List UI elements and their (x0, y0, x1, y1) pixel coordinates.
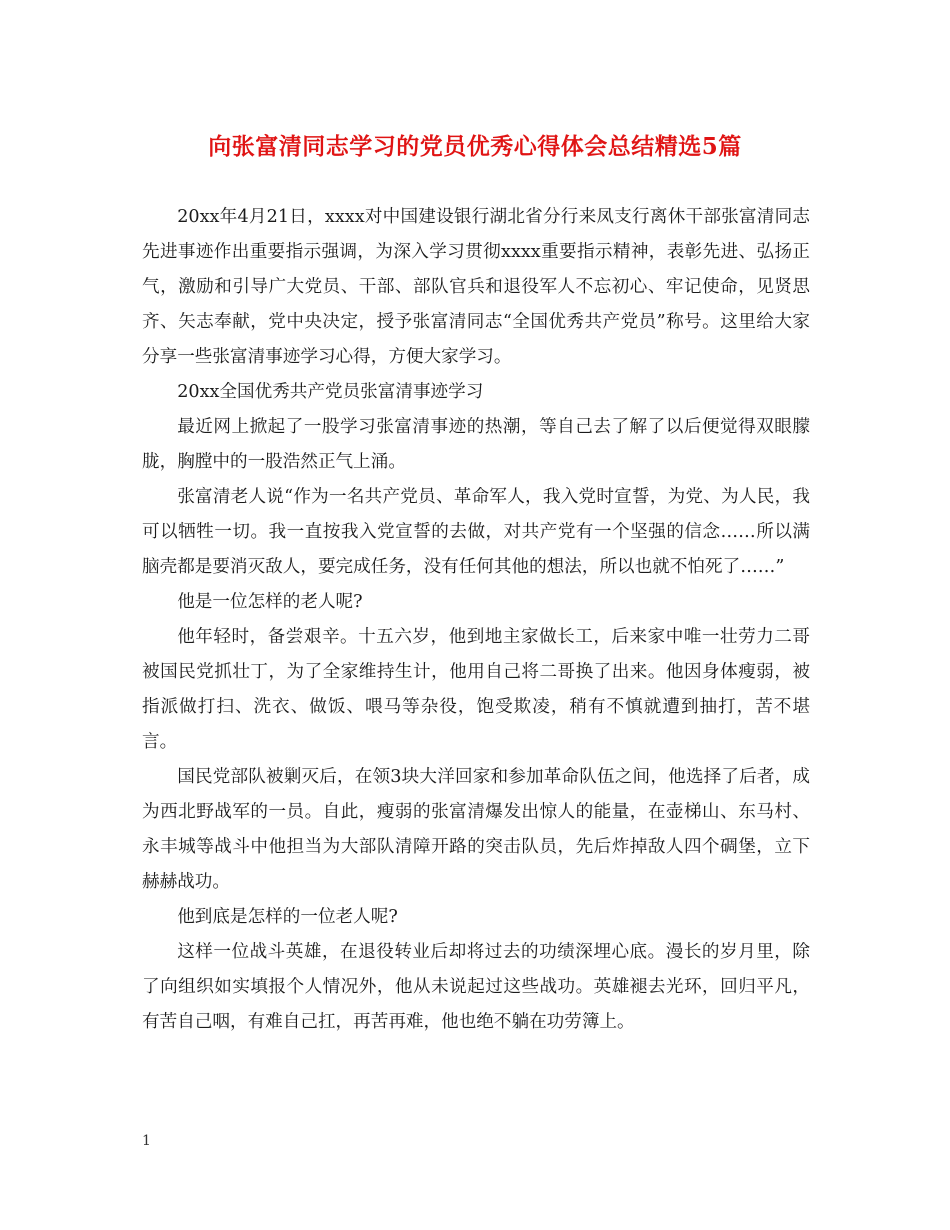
paragraph-subheading: 20xx全国优秀共产党员张富清事迹学习 (177, 382, 484, 402)
document-title: 向张富清同志学习的党员优秀心得体会总结精选5篇 (208, 133, 742, 160)
page-number: 1 (142, 1133, 151, 1149)
paragraph-intro: 20xx年4月21日，xxxx对中国建设银行湖北省分行来凤支行离休干部张富清同志先进事迹作出重要指示强调，为深入学习贯彻xxxx重要指示精神，表彰先进、弘扬正气，激励和引导广大党员、干部、部队官兵和退役军人不忘初心、牢记使命，见贤思齐、矢志奉献，党中央决定，授予张富清同志“全国优秀共产党员”称号。这里给大家分享一些张富清事迹学习心得，方便大家学习。 (142, 207, 810, 367)
paragraph: 最近网上掀起了一股学习张富清事迹的热潮，等自己去了解了以后便觉得双眼朦胧，胸膛中的一股浩然正气上涌。 (142, 417, 810, 472)
paragraph-question: 他是一位怎样的老人呢? (177, 592, 363, 612)
document-body (142, 200, 810, 1040)
paragraph-quote: 张富清老人说“作为一名共产党员、革命军人，我入党时宣誓，为党、为人民，我可以牺牲一切。我一直按我入党宣誓的去做，对共产党有一个坚强的信念……所以满脑壳都是要消灭敌人，要完成任务，没有任何其他的想法，所以也就不怕死了……” (142, 487, 810, 577)
paragraph: 国民党部队被剿灭后，在领3块大洋回家和参加革命队伍之间，他选择了后者，成为西北野战军的一员。自此，瘦弱的张富清爆发出惊人的能量，在壶梯山、东马村、永丰城等战斗中他担当为大部队清障开路的突击队员，先后炸掉敌人四个碉堡，立下赫赫战功。 (142, 767, 810, 892)
paragraph: 这样一位战斗英雄，在退役转业后却将过去的功绩深埋心底。漫长的岁月里，除了向组织如实填报个人情况外，他从未说起过这些战功。英雄褪去光环，回归平凡，有苦自己咽，有难自己扛，再苦再难，他也绝不躺在功劳簿上。 (142, 942, 810, 1032)
paragraph-question: 他到底是怎样的一位老人呢? (177, 907, 398, 927)
paragraph: 他年轻时，备尝艰辛。十五六岁，他到地主家做长工，后来家中唯一壮劳力二哥被国民党抓壮丁，为了全家维持生计，他用自己将二哥换了出来。他因身体瘦弱，被指派做打扫、洗衣、做饭、喂马等杂役，饱受欺凌，稍有不慎就遭到抽打，苦不堪言。 (142, 627, 810, 752)
